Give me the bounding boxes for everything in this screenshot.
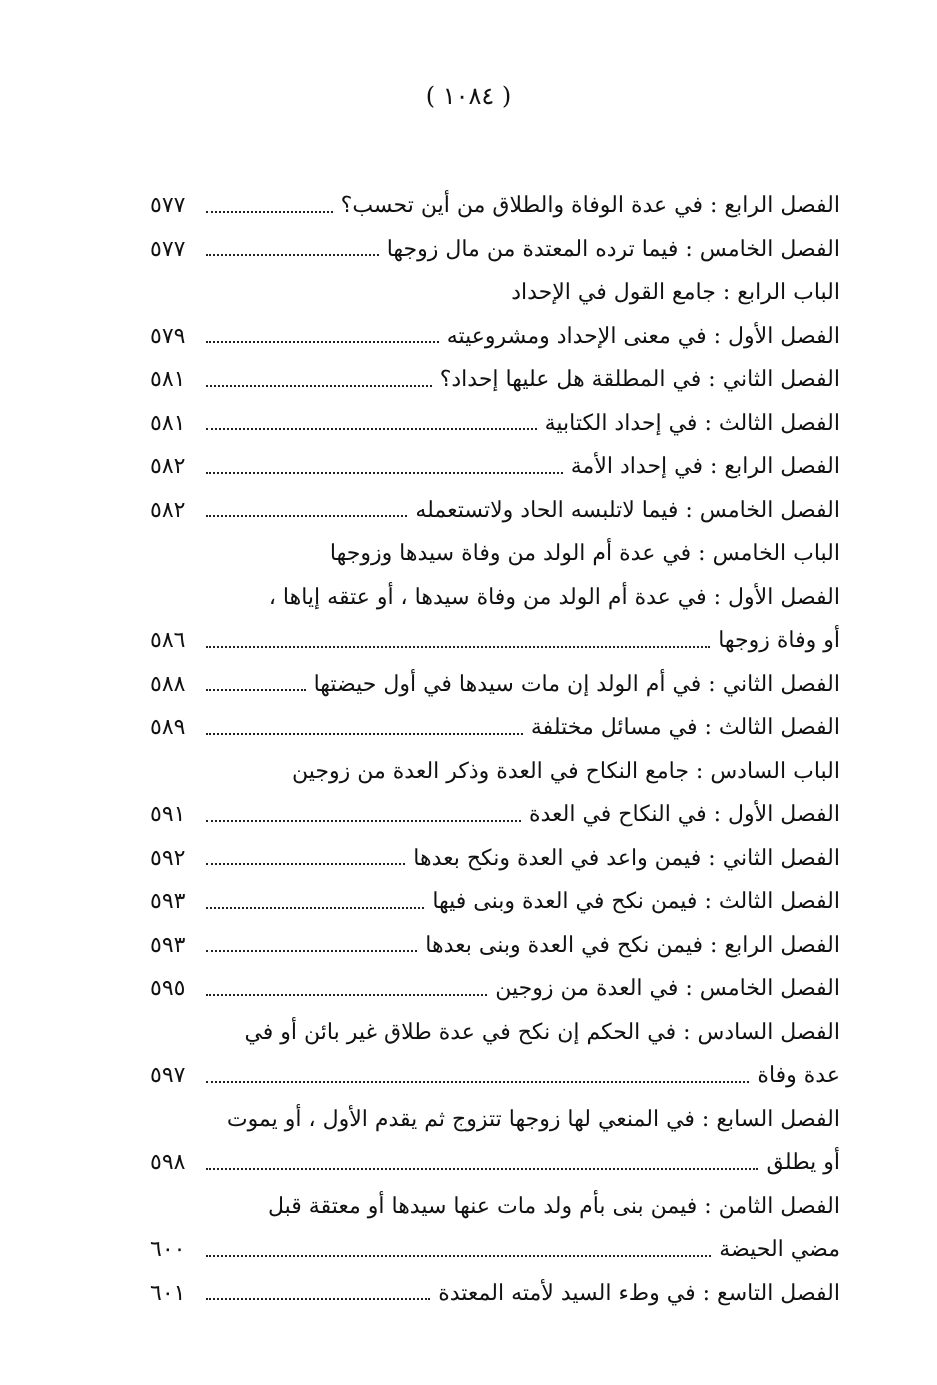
- dot-leader: [206, 646, 710, 648]
- toc-entry-continued: [150, 1003, 840, 1047]
- toc-entry-page: ٥٨١: [150, 367, 186, 393]
- dot-leader: [206, 950, 417, 952]
- table-of-contents: [150, 176, 840, 1307]
- toc-entry-title: عدة وفاة: [757, 1063, 840, 1089]
- toc-entry-title: الفصل الثالث : في مسائل مختلفة: [530, 715, 840, 741]
- toc-entry-title: الفصل الثالث : فيمن نكح في العدة وبنى فيها: [432, 889, 840, 915]
- toc-entry-title: الفصل الثامن : فيمن بنى بأم ولد مات عنها سيدها أو معتقة قبل: [268, 1193, 840, 1219]
- toc-section-heading: [150, 263, 840, 307]
- toc-entry: [150, 394, 840, 438]
- toc-entry-page: ٦٠١: [150, 1280, 186, 1306]
- dot-leader: [206, 254, 379, 256]
- toc-entry-title: الفصل الرابع : في عدة الوفاة والطلاق من أين تحسب؟: [340, 193, 840, 219]
- toc-entry: [150, 916, 840, 960]
- toc-entry-page: ٥٨٦: [150, 628, 186, 654]
- dot-leader: [206, 820, 521, 822]
- toc-entry-page: ٥٧٩: [150, 323, 186, 349]
- toc-entry-page: ٥٧٧: [150, 236, 186, 262]
- toc-entry-page: ٥٩٣: [150, 932, 186, 958]
- toc-section-heading: [150, 742, 840, 786]
- toc-entry-continued: [150, 1090, 840, 1134]
- toc-entry-title: الفصل الخامس : فيما ترده المعتدة من مال زوجها: [386, 236, 840, 262]
- toc-entry: [150, 655, 840, 699]
- toc-entry: [150, 350, 840, 394]
- toc-entry-title: الفصل الرابع : في إحداد الأمة: [570, 454, 840, 480]
- toc-entry: [150, 176, 840, 220]
- toc-entry-title: الفصل السادس : في الحكم إن نكح في عدة طلاق غير بائن أو في: [244, 1019, 840, 1045]
- dot-leader: [206, 1298, 430, 1300]
- toc-entry-title: مضي الحيضة: [719, 1237, 840, 1263]
- toc-entry-title: الفصل السابع : في المنعي لها زوجها تتزوج ثم يقدم الأول ، أو يموت: [226, 1106, 840, 1132]
- dot-leader: [206, 733, 523, 735]
- toc-entry-title: الباب الخامس : في عدة أم الولد من وفاة سيدها وزوجها: [329, 541, 840, 567]
- toc-entry-continued: [150, 568, 840, 612]
- toc-entry-page: ٥٩٥: [150, 976, 186, 1002]
- dot-leader: [206, 472, 563, 474]
- toc-entry-page: ٥٩٢: [150, 845, 186, 871]
- toc-entry: [150, 1264, 840, 1308]
- dot-leader: [206, 907, 424, 909]
- dot-leader: [206, 994, 487, 996]
- dot-leader: [206, 689, 306, 691]
- toc-entry: [150, 437, 840, 481]
- toc-entry: [150, 611, 840, 655]
- dot-leader: [206, 1168, 758, 1170]
- toc-entry: [150, 829, 840, 873]
- dot-leader: [206, 1081, 749, 1083]
- toc-entry: [150, 959, 840, 1003]
- toc-entry-page: ٥٧٧: [150, 193, 186, 219]
- toc-entry: [150, 307, 840, 351]
- toc-entry-title: الفصل الخامس : فيما لاتلبسه الحاد ولاتستعمله: [415, 497, 840, 523]
- toc-entry: [150, 1220, 840, 1264]
- toc-entry: [150, 481, 840, 525]
- toc-entry-page: ٥٩٧: [150, 1063, 186, 1089]
- toc-entry-title: الفصل الثالث : في إحداد الكتابية: [544, 410, 840, 436]
- toc-entry-title: أو وفاة زوجها: [718, 628, 840, 654]
- toc-entry-title: الفصل التاسع : في وطء السيد لأمته المعتدة: [438, 1280, 840, 1306]
- toc-entry: [150, 1046, 840, 1090]
- toc-entry-title: الفصل الأول : في عدة أم الولد من وفاة سيدها ، أو عتقه إياها ،: [268, 584, 840, 610]
- dot-leader: [206, 863, 405, 865]
- toc-entry-title: أو يطلق: [766, 1150, 840, 1176]
- toc-entry: [150, 220, 840, 264]
- toc-section-heading: [150, 524, 840, 568]
- dot-leader: [206, 515, 407, 517]
- dot-leader: [206, 385, 432, 387]
- toc-entry-title: الفصل الخامس : في العدة من زوجين: [495, 976, 840, 1002]
- toc-entry-title: الفصل الثاني : في المطلقة هل عليها إحداد؟: [439, 367, 840, 393]
- toc-entry-title: الباب الرابع : جامع القول في الإحداد: [511, 280, 840, 306]
- toc-entry-page: ٥٩١: [150, 802, 186, 828]
- toc-entry-page: ٥٨٩: [150, 715, 186, 741]
- toc-entry: [150, 1133, 840, 1177]
- toc-entry-page: ٥٨٢: [150, 497, 186, 523]
- toc-entry-continued: [150, 1177, 840, 1221]
- dot-leader: [206, 341, 439, 343]
- dot-leader: [206, 428, 537, 430]
- toc-entry-page: ٥٨٨: [150, 671, 186, 697]
- dot-leader: [206, 1255, 711, 1257]
- toc-entry: [150, 872, 840, 916]
- toc-entry-page: ٥٨١: [150, 410, 186, 436]
- toc-entry-title: الفصل الأول : في النكاح في العدة: [528, 802, 840, 828]
- dot-leader: [206, 211, 333, 213]
- toc-entry-page: ٥٩٨: [150, 1150, 186, 1176]
- toc-entry-title: الفصل الأول : في معنى الإحداد ومشروعيته: [446, 323, 840, 349]
- toc-entry-page: ٥٩٣: [150, 889, 186, 915]
- toc-entry-page: ٥٨٢: [150, 454, 186, 480]
- toc-entry-title: الباب السادس : جامع النكاح في العدة وذكر العدة من زوجين: [292, 758, 840, 784]
- toc-entry-title: الفصل الثاني : في أم الولد إن مات سيدها في أول حيضتها: [313, 671, 840, 697]
- toc-entry: [150, 785, 840, 829]
- toc-entry-title: الفصل الرابع : فيمن نكح في العدة وبنى بعدها: [425, 932, 840, 958]
- toc-entry-page: ٦٠٠: [150, 1237, 186, 1263]
- page-number: ( ١٠٨٤ ): [425, 82, 512, 110]
- toc-entry: [150, 698, 840, 742]
- toc-entry-title: الفصل الثاني : فيمن واعد في العدة ونكح بعدها: [413, 845, 840, 871]
